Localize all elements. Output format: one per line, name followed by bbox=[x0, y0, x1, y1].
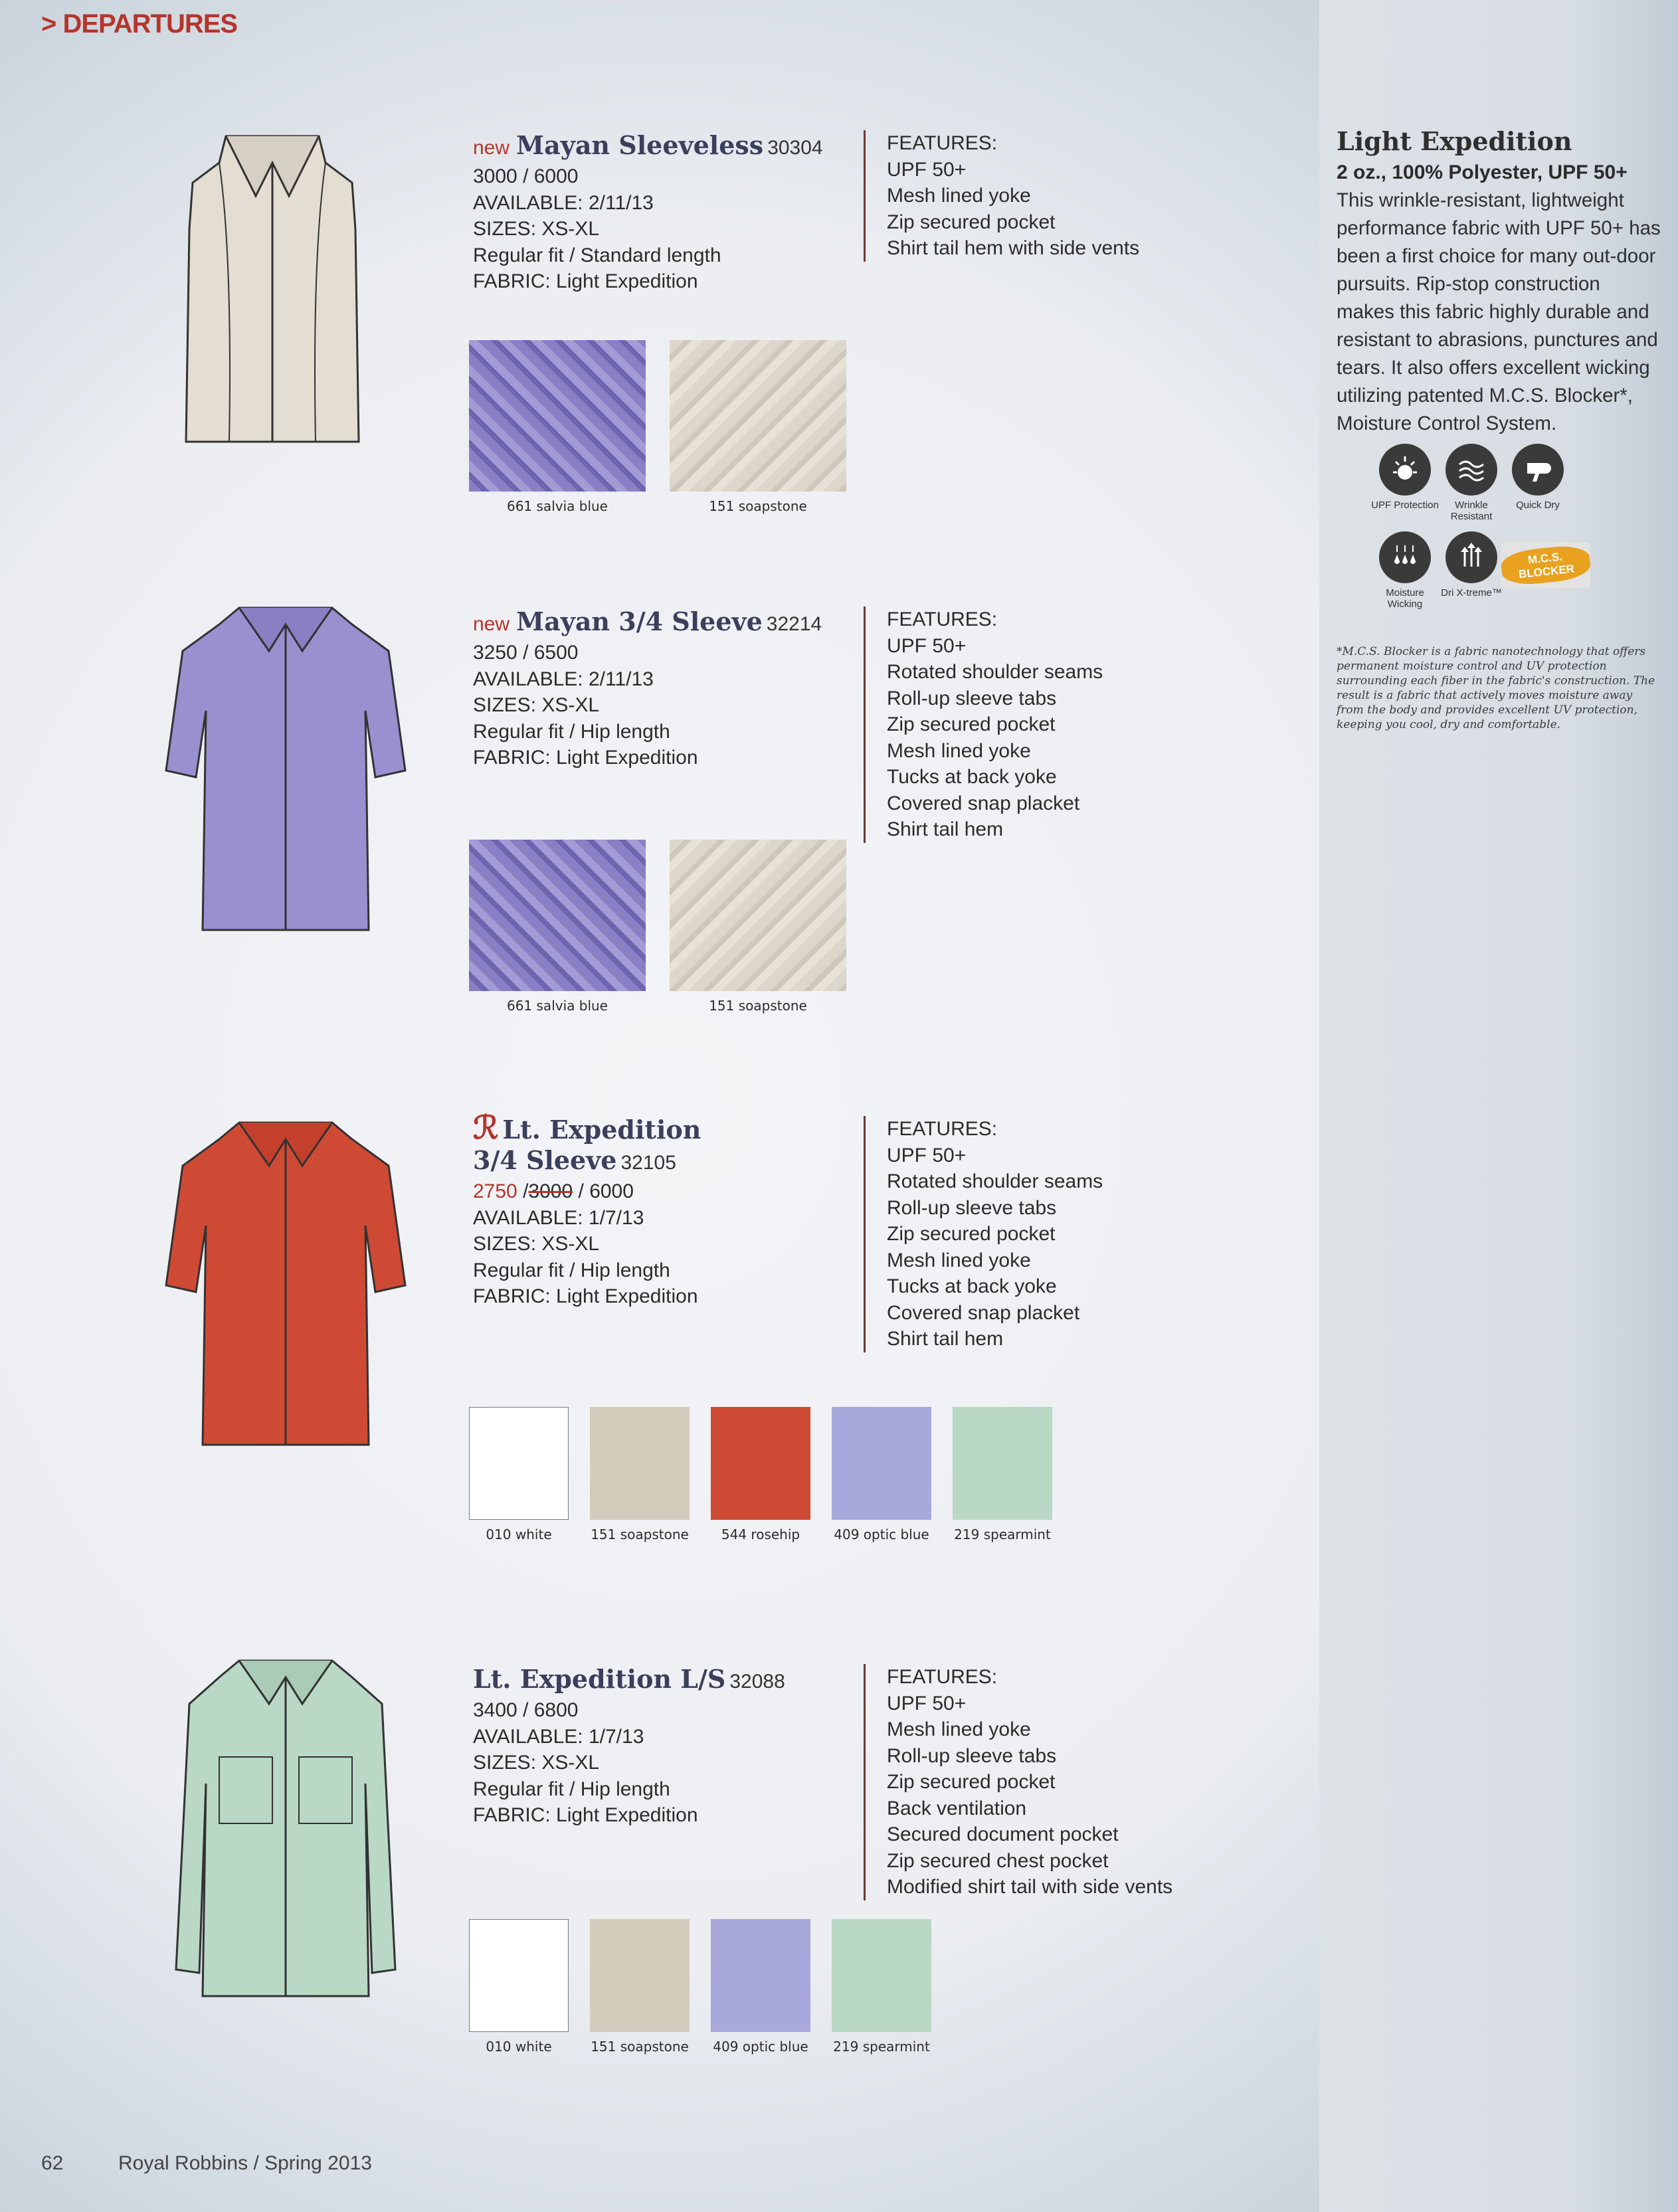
product-name-line2: 3/4 Sleeve bbox=[473, 1145, 617, 1175]
sizes: SIZES: XS-XL bbox=[473, 1752, 600, 1774]
product-name-line1: Lt. Expedition bbox=[502, 1115, 701, 1145]
feature-item: Back ventilation bbox=[887, 1797, 1027, 1819]
features-list-4 bbox=[864, 1664, 1172, 1900]
feature-item: Roll-up sleeve tabs bbox=[887, 1744, 1057, 1767]
mcs-blocker-logo-icon bbox=[1501, 542, 1590, 589]
feature-item: Shirt tail hem bbox=[887, 1328, 1004, 1350]
price-old: 3000 bbox=[528, 1180, 573, 1202]
product-info-4 bbox=[473, 1664, 845, 1829]
feature-item: Rotated shoulder seams bbox=[887, 661, 1103, 683]
feature-item: Mesh lined yoke bbox=[887, 739, 1031, 762]
hair-dryer-icon bbox=[1512, 444, 1564, 496]
style-number: 32105 bbox=[620, 1152, 676, 1174]
swatch-chip bbox=[953, 1407, 1052, 1520]
badge-label: Dri X-treme™ bbox=[1441, 587, 1502, 599]
swatch bbox=[469, 1407, 569, 1542]
price: 3250 / 6500 bbox=[473, 642, 579, 664]
feature-item: Shirt tail hem with side vents bbox=[887, 237, 1140, 259]
wrinkle-icon bbox=[1445, 444, 1497, 496]
feature-item: Rotated shoulder seams bbox=[887, 1170, 1103, 1192]
swatch-label: 219 spearmint bbox=[954, 1526, 1051, 1542]
sidebar-body: This wrinkle-resistant, lightweight performance fabric with UPF 50+ has been a first choice for many out-door pursuits. Rip-stop construction makes this fabric highly durable and resistant to abrasions, punctures and tears. It also offers excellent wicking utilizing patented M.C.S. Blocker*, Moisture Control System. bbox=[1337, 189, 1661, 434]
swatch bbox=[469, 340, 646, 514]
lt-expedition-3-4-sleeve-sketch bbox=[146, 1113, 425, 1458]
swatch-chip bbox=[469, 840, 646, 991]
feature-item: Roll-up sleeve tabs bbox=[887, 687, 1057, 709]
feature-item: Modified shirt tail with side vents bbox=[887, 1876, 1173, 1898]
price: 3400 / 6800 bbox=[473, 1699, 579, 1721]
available: AVAILABLE: 1/7/13 bbox=[473, 1725, 644, 1748]
product-name: Lt. Expedition L/S bbox=[473, 1664, 726, 1694]
swatch bbox=[832, 1919, 931, 2055]
swatch bbox=[711, 1407, 810, 1542]
style-number: 32214 bbox=[766, 613, 822, 635]
swatch bbox=[670, 840, 846, 1014]
feature-item: UPF 50+ bbox=[887, 1144, 967, 1166]
swatch-label: 010 white bbox=[486, 1526, 552, 1542]
swatch-label: 409 optic blue bbox=[834, 1526, 929, 1542]
swatch bbox=[832, 1407, 931, 1542]
fabric: FABRIC: Light Expedition bbox=[473, 747, 698, 769]
footer-text: Royal Robbins / Spring 2013 bbox=[118, 2152, 372, 2174]
mayan-3-4-sleeve-sketch bbox=[146, 598, 425, 943]
swatch bbox=[711, 1919, 810, 2055]
features-label: FEATURES: bbox=[887, 608, 998, 630]
style-number: 30304 bbox=[767, 137, 823, 159]
swatch bbox=[953, 1407, 1052, 1542]
swatch-chip bbox=[469, 1919, 569, 2032]
swatch-label: 544 rosehip bbox=[721, 1526, 800, 1542]
swatch-label: 661 salvia blue bbox=[506, 998, 608, 1014]
feature-item: Covered snap placket bbox=[887, 792, 1080, 814]
price: 3000 / 6000 bbox=[473, 165, 579, 187]
product-info-3 bbox=[473, 1109, 845, 1310]
badge bbox=[1435, 444, 1508, 522]
fabric: FABRIC: Light Expedition bbox=[473, 270, 698, 292]
section-tag: > DEPARTURES bbox=[41, 9, 238, 39]
swatch-chip bbox=[832, 1407, 931, 1520]
feature-item: Tucks at back yoke bbox=[887, 766, 1057, 788]
mayan-sleeveless-sketch bbox=[133, 123, 412, 455]
swatch bbox=[469, 840, 646, 1014]
price: 2750 /3000 / 6000 bbox=[473, 1180, 634, 1202]
swatch-label: 219 spearmint bbox=[833, 2039, 930, 2055]
swatch bbox=[590, 1407, 690, 1542]
sidebar-title: Light Expedition bbox=[1337, 126, 1572, 156]
feature-item: Shirt tail hem bbox=[887, 818, 1004, 840]
sizes: SIZES: XS-XL bbox=[473, 218, 600, 240]
badge bbox=[1501, 444, 1574, 511]
brand-logo-icon: ℛ bbox=[473, 1109, 499, 1147]
arrows-up-icon bbox=[1445, 531, 1497, 583]
features-list-2 bbox=[864, 606, 1103, 843]
footnote: *M.C.S. Blocker is a fabric nanotechnology that offers permanent moisture control and UV protection surrounding each fiber in the fabric's construction. The result is a fabric that actively moves moisture away from the body and provides excellent UV protection, keeping you cool, dry and comfortable. bbox=[1337, 645, 1655, 731]
product-name: Mayan Sleeveless bbox=[516, 130, 764, 160]
features-label: FEATURES: bbox=[887, 132, 998, 154]
badge-label: Moisture Wicking bbox=[1386, 587, 1424, 610]
available: AVAILABLE: 2/11/13 bbox=[473, 191, 654, 214]
features-list-1 bbox=[864, 130, 1139, 262]
badge-label: Wrinkle Resistant bbox=[1450, 500, 1493, 522]
feature-item: Mesh lined yoke bbox=[887, 185, 1031, 207]
fit: Regular fit / Hip length bbox=[473, 720, 670, 743]
sidebar-subtitle: 2 oz., 100% Polyester, UPF 50+ bbox=[1337, 161, 1628, 183]
price-retail: 6000 bbox=[589, 1180, 634, 1202]
swatch-label: 151 soapstone bbox=[591, 2039, 689, 2055]
feature-item: Zip secured chest pocket bbox=[887, 1849, 1109, 1872]
badge bbox=[1368, 444, 1442, 511]
feature-item: Covered snap placket bbox=[887, 1301, 1080, 1324]
swatch-chip bbox=[711, 1919, 810, 2032]
fit: Regular fit / Hip length bbox=[473, 1259, 670, 1281]
sun-icon bbox=[1379, 444, 1431, 496]
product-info-2 bbox=[473, 606, 845, 771]
swatch-chip bbox=[711, 1407, 810, 1520]
feature-item: UPF 50+ bbox=[887, 1692, 967, 1714]
feature-item: Zip secured pocket bbox=[887, 713, 1056, 735]
feature-item: Zip secured pocket bbox=[887, 1771, 1056, 1793]
logo-text: M.C.S. BLOCKER bbox=[1500, 543, 1592, 587]
available: AVAILABLE: 1/7/13 bbox=[473, 1206, 644, 1229]
swatch bbox=[670, 340, 846, 514]
badge-label: UPF Protection bbox=[1371, 500, 1439, 511]
swatch-chip bbox=[590, 1919, 690, 2032]
swatch-label: 010 white bbox=[486, 2039, 552, 2055]
lt-expedition-l-s-sketch bbox=[146, 1651, 425, 2009]
swatch-label: 151 soapstone bbox=[591, 1526, 689, 1542]
badge bbox=[1368, 531, 1442, 610]
badge bbox=[1435, 531, 1508, 599]
feature-item: UPF 50+ bbox=[887, 634, 967, 657]
features-list-3 bbox=[864, 1116, 1103, 1352]
fabric: FABRIC: Light Expedition bbox=[473, 1285, 698, 1307]
swatch-chip bbox=[469, 1407, 569, 1520]
feature-item: UPF 50+ bbox=[887, 158, 967, 181]
swatch bbox=[469, 1919, 569, 2055]
droplets-icon bbox=[1379, 531, 1431, 583]
product-info-1 bbox=[473, 130, 845, 295]
mcs-blocker-logo bbox=[1501, 542, 1594, 589]
swatch-chip bbox=[670, 340, 846, 492]
swatch-chip bbox=[590, 1407, 690, 1520]
product-name: Mayan 3/4 Sleeve bbox=[516, 606, 763, 636]
sizes: SIZES: XS-XL bbox=[473, 1233, 600, 1255]
swatch bbox=[590, 1919, 690, 2055]
fabric: FABRIC: Light Expedition bbox=[473, 1804, 698, 1826]
features-label: FEATURES: bbox=[887, 1666, 998, 1688]
price-new: 2750 bbox=[473, 1180, 517, 1202]
swatch-chip bbox=[469, 340, 646, 492]
sizes: SIZES: XS-XL bbox=[473, 694, 600, 716]
feature-item: Zip secured pocket bbox=[887, 211, 1056, 233]
fabric-sidebar bbox=[1337, 126, 1662, 438]
badge-label: Quick Dry bbox=[1516, 500, 1560, 511]
feature-item: Roll-up sleeve tabs bbox=[887, 1196, 1057, 1219]
style-number: 32088 bbox=[729, 1671, 785, 1693]
swatch-label: 151 soapstone bbox=[709, 998, 807, 1014]
swatch-chip bbox=[832, 1919, 931, 2032]
swatch-chip bbox=[670, 840, 846, 991]
feature-item: Tucks at back yoke bbox=[887, 1275, 1057, 1297]
feature-item: Secured document pocket bbox=[887, 1823, 1119, 1845]
feature-item: Mesh lined yoke bbox=[887, 1718, 1031, 1740]
page-number: 62 bbox=[41, 2152, 64, 2174]
feature-item: Zip secured pocket bbox=[887, 1223, 1056, 1245]
feature-item: Mesh lined yoke bbox=[887, 1249, 1031, 1271]
new-badge: new bbox=[473, 137, 510, 159]
swatch-label: 661 salvia blue bbox=[506, 498, 608, 514]
available: AVAILABLE: 2/11/13 bbox=[473, 668, 654, 690]
swatch-label: 409 optic blue bbox=[713, 2039, 808, 2055]
swatch-label: 151 soapstone bbox=[709, 498, 807, 514]
features-label: FEATURES: bbox=[887, 1118, 998, 1140]
fit: Regular fit / Standard length bbox=[473, 244, 721, 266]
new-badge: new bbox=[473, 613, 510, 635]
fit: Regular fit / Hip length bbox=[473, 1778, 670, 1800]
